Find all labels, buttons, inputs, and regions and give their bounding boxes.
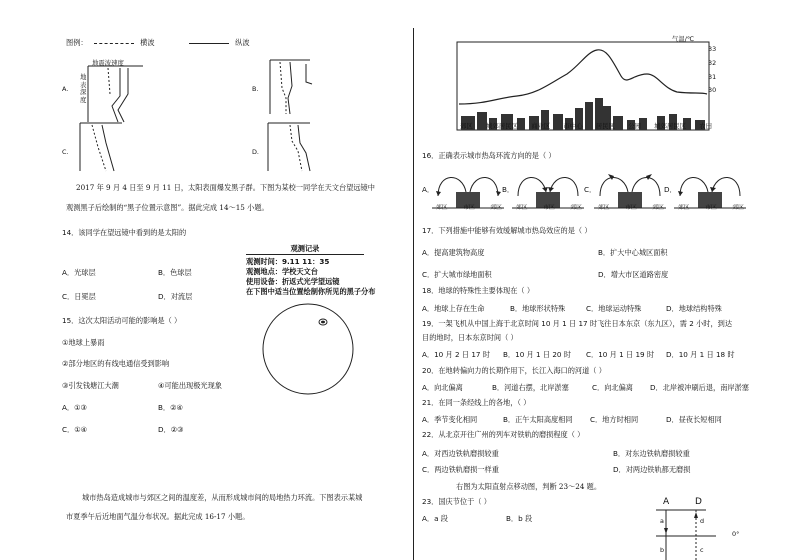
sun-label-b: b [660, 546, 665, 554]
q23-option-a[interactable]: A．a 段 [422, 514, 448, 523]
circ-label: 市区 [463, 205, 475, 211]
q19-option-b[interactable]: B．10 月 1 日 20 时 [503, 350, 571, 359]
q15-item-3: ③引发钱塘江大潮 [62, 381, 119, 390]
sun-label-d: d [700, 517, 705, 525]
zone-label: 公园 [628, 122, 641, 130]
obs-line-1: 观测时间：9.11 11：35 [246, 257, 330, 266]
obs-line-4: 在下图中适当位置绘制你所见的黑子分布 [246, 287, 376, 296]
temp-tick-32: 32 [708, 59, 717, 67]
zone-label: 郊区 [460, 122, 473, 130]
intro-text-3: 城市热岛造成城市与郊区之间的温度差，从而形成城市间的局地热力环流。下图表示某城 [82, 493, 363, 502]
obs-record [246, 244, 375, 296]
q17-option-c[interactable]: C．扩大城市绿地面积 [422, 270, 492, 279]
q15-option-d[interactable]: D．②③ [158, 425, 184, 434]
q18-option-b[interactable]: B．地球形状特殊 [510, 304, 566, 313]
q22-option-d[interactable]: D．对两边铁轨都无磨损 [613, 465, 691, 474]
wave-axis-x-label: 地震波速度 [92, 59, 124, 67]
sun-label-c: c [700, 546, 704, 554]
circ-label: 郊区 [598, 205, 610, 211]
obs-line-2: 观测地点：学校天文台 [246, 267, 318, 276]
q15-option-c[interactable]: C．①④ [62, 425, 88, 434]
zone-label: 居民区 [595, 122, 615, 130]
q15-stem: 15．这次太阳活动可能的影响是（ ） [62, 316, 182, 325]
q20-option-d[interactable]: D．北岸被冲刷后退，南岸淤塞 [650, 383, 749, 392]
q16-circ-labels-d [678, 204, 744, 212]
q16-stem: 16．正确表示城市热岛环流方向的是（ ） [422, 151, 556, 160]
q23-stem: 23．国庆节位于（ ） [422, 497, 491, 506]
q18-option-a[interactable]: A．地球上存在生命 [422, 304, 485, 313]
intro-text-4: 市夏季午后近地面气温分布状况。据此完成 16-17 小题。 [66, 512, 250, 521]
q17-option-b[interactable]: B．扩大中心城区面积 [598, 248, 668, 257]
q20-stem: 20．在地转偏向力的长期作用下，长江入海口的河道（ ） [422, 366, 606, 375]
circ-label: 郊区 [490, 205, 502, 211]
temp-tick-30: 30 [708, 86, 717, 94]
circ-label: 郊区 [678, 205, 690, 211]
wave-axis-y-label: 地表深度 [80, 73, 87, 104]
circ-label: 郊区 [436, 205, 448, 211]
q14-option-b[interactable]: B．色球层 [158, 268, 192, 277]
q20-option-c[interactable]: C．向北偏离 [592, 383, 633, 392]
temp-zone-labels [460, 122, 712, 130]
q16-opt-a[interactable]: A． [422, 185, 435, 194]
q14-stem: 14．该同学在望远镜中看到的是太阳的 [62, 228, 187, 237]
zone-label: 市中心 [563, 122, 583, 130]
circ-label: 市区 [543, 205, 555, 211]
wave-graph-c [80, 121, 140, 173]
intro-text-1: 2017 年 9 月 4 日至 9 月 11 日，太阳表面爆发黑子群。下图为某校一同学在天文台望远镜中 [76, 183, 375, 192]
q19-option-d[interactable]: D．10 月 1 日 18 时 [666, 350, 735, 359]
zone-label: 商业区 [531, 122, 551, 130]
legend-solid-label: 纵波 [235, 38, 250, 47]
q19-stem-2: 目的地时，日本东京时间（ ） [422, 333, 518, 342]
q18-option-c[interactable]: C．地球运动特殊 [586, 304, 642, 313]
q21-stem: 21．在同一条经线上的各地，（ ） [422, 398, 531, 407]
circ-label: 市区 [625, 205, 637, 211]
q16-circ-labels-c [598, 204, 664, 212]
q14-option-a[interactable]: A．光球层 [62, 268, 96, 277]
obs-line-3: 使用设备：折返式光学望远镜 [246, 277, 340, 286]
circ-label: 市区 [705, 205, 717, 211]
legend-solid-line [189, 43, 229, 44]
q19-stem-1: 19．一架飞机从中国上海于北京时间 10 月 1 日 17 时飞往日本东京（东九区），需 2 小时，到达 [422, 319, 733, 328]
circ-label: 郊区 [652, 205, 664, 211]
temp-chart-ylabel: 气温/℃ [672, 35, 695, 43]
q20-option-b[interactable]: B．河道右摆，北岸淤塞 [492, 383, 569, 392]
sun-disc [261, 302, 355, 396]
sun-label-a: a [660, 517, 664, 525]
q16-opt-d[interactable]: D． [664, 185, 677, 194]
q17-stem: 17．下列措施中能够有效缓解城市热岛效应的是（ ） [422, 226, 592, 235]
sun-label-A: A [663, 497, 670, 507]
sun-label-D: D [695, 497, 702, 507]
legend-dashed-label: 横波 [140, 38, 155, 47]
sun-label-deg: 0° [732, 530, 740, 538]
q17-option-d[interactable]: D．增大市区道路密度 [598, 270, 669, 279]
q15-item-1: ①地球上暴雨 [62, 338, 105, 347]
temp-tick-31: 31 [708, 73, 717, 81]
obs-title: 观测记录 [290, 244, 320, 253]
q15-item-4: ④可能出现极光现象 [158, 381, 222, 390]
q21-option-b[interactable]: B．正午太阳高度相同 [503, 415, 573, 424]
q16-opt-b[interactable]: B． [502, 185, 515, 194]
zone-label: 城郊居民区 [485, 122, 518, 130]
q17-option-a[interactable]: A．提高建筑物高度 [422, 248, 485, 257]
q22-option-b[interactable]: B．对东边铁轨磨损较重 [613, 449, 690, 458]
wave-graph-d [268, 121, 328, 173]
q15-option-b[interactable]: B．②④ [158, 403, 184, 412]
q14-option-c[interactable]: C．日冕层 [62, 292, 96, 301]
q19-option-c[interactable]: C．10 月 1 日 19 时 [586, 350, 655, 359]
circ-label: 郊区 [516, 205, 528, 211]
q22-option-a[interactable]: A．对西边铁轨磨损较重 [422, 449, 499, 458]
zone-label: 城郊居民区 [654, 122, 687, 130]
obs-title-underline [246, 254, 364, 255]
circ-label: 郊区 [570, 205, 582, 211]
q15-item-2: ②部分地区的有线电通信受到影响 [62, 359, 170, 368]
legend-title: 图例： [66, 38, 88, 47]
wave-option-d-label: D. [252, 148, 259, 156]
q16-opt-c[interactable]: C． [584, 185, 597, 194]
wave-option-a-label: A. [62, 85, 69, 93]
wave-graph-b [270, 58, 330, 116]
q18-option-d[interactable]: D．地球结构特殊 [666, 304, 722, 313]
q19-option-a[interactable]: A．10 月 2 日 17 时 [422, 350, 490, 359]
zone-label: 农田 [699, 122, 712, 130]
legend [66, 38, 250, 47]
q21-option-a[interactable]: A．季节变化相同 [422, 415, 478, 424]
q15-option-a[interactable]: A．①③ [62, 403, 87, 412]
legend-dashed-line [94, 43, 134, 44]
column-divider [413, 28, 414, 560]
temp-tick-33: 33 [708, 45, 717, 53]
intro-text-5: 右图为太阳直射点移动图，判断 23～24 题。 [456, 482, 602, 491]
q21-option-d[interactable]: D．昼夜长短相同 [666, 415, 722, 424]
q18-stem: 18．地球的特殊性主要体现在（ ） [422, 286, 535, 295]
q23-option-b[interactable]: B．b 段 [506, 514, 533, 523]
intro-text-2: 观测黑子后绘制的“黑子位置示意图”。据此完成 14～15 小题。 [66, 203, 269, 212]
q14-option-d[interactable]: D．对流层 [158, 292, 193, 301]
circ-label: 郊区 [732, 205, 744, 211]
wave-option-b-label: B. [252, 85, 259, 93]
wave-graph-a [88, 66, 148, 124]
q22-stem: 22．从北京开往广州的列车对铁轨的磨损程度（ ） [422, 430, 585, 439]
q16-circ-labels-a [436, 204, 502, 212]
q20-option-a[interactable]: A．向北偏离 [422, 383, 463, 392]
q22-option-c[interactable]: C．两边铁轨磨损一样重 [422, 465, 499, 474]
q16-circ-labels-b [516, 204, 582, 212]
wave-option-c-label: C. [62, 148, 69, 156]
temperature-chart [457, 34, 717, 130]
q21-option-c[interactable]: C．地方时相同 [590, 415, 639, 424]
